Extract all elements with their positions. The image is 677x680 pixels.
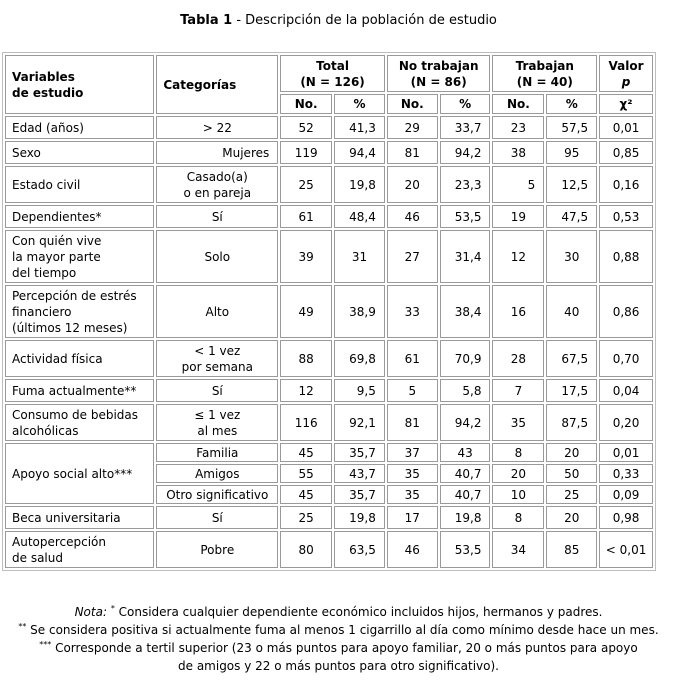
cell-trabajan-pct: 47,5 [546,205,597,228]
table-body [5,116,653,568]
cell-category: Familia [156,443,278,462]
note-3-text-b: de amigos y 22 o más puntos para otro significativo). [178,659,499,673]
cell-total-pct: 41,3 [334,116,385,139]
cell-total-no: 45 [280,443,332,462]
cell-p-value: 0,53 [599,205,653,228]
table-row [5,379,653,402]
cell-trabajan-pct: 87,5 [546,404,597,441]
table-row [5,116,653,139]
cell-no-trabajan-pct: 38,4 [440,285,491,338]
cell-no-trabajan-pct: 40,7 [440,485,491,504]
cell-p-value: 0,33 [599,464,653,483]
cell-total-no: 80 [280,531,332,568]
cell-no-trabajan-pct: 53,5 [440,205,491,228]
header-total [280,55,385,92]
cell-p-value: 0,09 [599,485,653,504]
cell-trabajan-no: 20 [492,464,544,483]
cell-trabajan-pct: 50 [546,464,597,483]
note-2 [0,621,677,639]
cell-no-trabajan-no: 5 [387,379,438,402]
note-2-text: Se considera positiva si actualmente fuma al menos 1 cigarrillo al día como mínimo desde hace un mes. [26,623,659,637]
table-row [5,531,653,568]
cell-total-pct: 69,8 [334,340,385,377]
cell-trabajan-no: 7 [492,379,544,402]
header-categorias: Categorías [156,55,278,114]
table-title-text: - Descripción de la población de estudio [232,13,497,28]
cell-trabajan-pct: 25 [546,485,597,504]
cell-p-value: 0,86 [599,285,653,338]
header-chi: χ² [599,94,653,114]
cell-trabajan-pct: 20 [546,443,597,462]
data-table [2,52,656,571]
cell-p-value: 0,98 [599,506,653,529]
cell-variable: Consumo de bebidas alcohólicas [5,404,154,441]
cell-no-trabajan-pct: 53,5 [440,531,491,568]
cell-p-value: 0,85 [599,141,653,164]
table-row [5,340,653,377]
cell-no-trabajan-pct: 33,7 [440,116,491,139]
cell-total-pct: 19,8 [334,506,385,529]
table-row [5,404,653,441]
cell-trabajan-no: 5 [492,166,544,203]
cell-total-pct: 9,5 [334,379,385,402]
cell-total-pct: 38,9 [334,285,385,338]
cell-category: Otro significativo [156,485,278,504]
cell-trabajan-no: 19 [492,205,544,228]
cell-trabajan-no: 16 [492,285,544,338]
cell-trabajan-no: 35 [492,404,544,441]
cell-no-trabajan-no: 20 [387,166,438,203]
cell-category: > 22 [156,116,278,139]
cell-variable: Estado civil [5,166,154,203]
table-row [5,285,653,338]
cell-no-trabajan-pct: 40,7 [440,464,491,483]
cell-no-trabajan-no: 29 [387,116,438,139]
cell-trabajan-no: 38 [492,141,544,164]
cell-category: Pobre [156,531,278,568]
cell-variable: Fuma actualmente** [5,379,154,402]
cell-p-value: 0,04 [599,379,653,402]
header-valor-p [599,55,653,92]
header-trabajan-no: No. [492,94,544,114]
note-3 [0,639,677,657]
cell-no-trabajan-no: 35 [387,464,438,483]
table-row [5,205,653,228]
cell-variable: Con quién vive la mayor parte del tiempo [5,230,154,283]
header-trabajan [492,55,597,92]
cell-category: Sí [156,205,278,228]
cell-total-pct: 63,5 [334,531,385,568]
cell-trabajan-pct: 20 [546,506,597,529]
cell-no-trabajan-no: 81 [387,141,438,164]
note-label: Nota: [74,605,107,619]
cell-variable: Percepción de estrés financiero (últimos 12 meses) [5,285,154,338]
note-2-marker: ** [18,622,27,631]
cell-p-value: 0,01 [599,443,653,462]
cell-trabajan-no: 28 [492,340,544,377]
note-1-text: Considera cualquier dependiente económico incluidos hijos, hermanos y padres. [114,605,603,619]
header-total-text: Total (N = 126) [300,58,365,89]
cell-total-no: 45 [280,485,332,504]
table-row [5,141,653,164]
header-p: p [621,74,631,89]
cell-no-trabajan-no: 46 [387,531,438,568]
cell-total-no: 49 [280,285,332,338]
header-trabajan-text: Trabajan (N = 40) [515,58,574,89]
header-total-no: No. [280,94,332,114]
cell-no-trabajan-pct: 19,8 [440,506,491,529]
cell-variable: Sexo [5,141,154,164]
table-title-label: Tabla 1 [180,13,233,28]
cell-no-trabajan-pct: 5,8 [440,379,491,402]
cell-category: < 1 vez por semana [156,340,278,377]
header-trabajan-pct: % [546,94,597,114]
cell-variable: Beca universitaria [5,506,154,529]
cell-p-value: 0,01 [599,116,653,139]
cell-variable: Dependientes* [5,205,154,228]
cell-trabajan-no: 8 [492,506,544,529]
cell-trabajan-no: 8 [492,443,544,462]
cell-p-value: 0,20 [599,404,653,441]
note-3-marker: *** [39,640,52,649]
cell-category: Sí [156,379,278,402]
cell-variable: Actividad física [5,340,154,377]
cell-total-pct: 19,8 [334,166,385,203]
cell-total-no: 12 [280,379,332,402]
cell-total-no: 25 [280,506,332,529]
cell-variable: Autopercepción de salud [5,531,154,568]
cell-trabajan-pct: 95 [546,141,597,164]
cell-trabajan-no: 34 [492,531,544,568]
header-variables [5,55,154,114]
cell-category: Mujeres [156,141,278,164]
cell-no-trabajan-no: 27 [387,230,438,283]
cell-total-pct: 48,4 [334,205,385,228]
cell-no-trabajan-no: 61 [387,340,438,377]
cell-p-value: 0,88 [599,230,653,283]
table-row [5,506,653,529]
cell-trabajan-pct: 30 [546,230,597,283]
data-table-wrapper [2,52,656,571]
cell-total-pct: 43,7 [334,464,385,483]
cell-no-trabajan-pct: 31,4 [440,230,491,283]
cell-trabajan-no: 23 [492,116,544,139]
cell-total-pct: 35,7 [334,443,385,462]
cell-no-trabajan-no: 37 [387,443,438,462]
cell-no-trabajan-pct: 94,2 [440,404,491,441]
cell-category: Casado(a) o en pareja [156,166,278,203]
header-no-trabajan-text: No trabajan (N = 86) [398,58,479,89]
cell-no-trabajan-pct: 43 [440,443,491,462]
cell-p-value: 0,70 [599,340,653,377]
cell-trabajan-pct: 12,5 [546,166,597,203]
cell-no-trabajan-pct: 94,2 [440,141,491,164]
cell-no-trabajan-pct: 23,3 [440,166,491,203]
cell-trabajan-pct: 85 [546,531,597,568]
cell-trabajan-pct: 67,5 [546,340,597,377]
note-3-text-a: Corresponde a tertil superior (23 o más puntos para apoyo familiar, 20 o más puntos para apoyo [51,641,638,655]
note-3-cont [0,657,677,675]
header-total-pct: % [334,94,385,114]
cell-trabajan-pct: 17,5 [546,379,597,402]
header-no-trabajan-pct: % [440,94,491,114]
cell-total-no: 52 [280,116,332,139]
cell-total-no: 25 [280,166,332,203]
cell-total-no: 88 [280,340,332,377]
cell-total-no: 55 [280,464,332,483]
cell-no-trabajan-no: 81 [387,404,438,441]
cell-category: Solo [156,230,278,283]
header-variables-text: Variables de estudio [12,69,84,100]
cell-total-no: 116 [280,404,332,441]
cell-p-value: 0,16 [599,166,653,203]
cell-no-trabajan-no: 35 [387,485,438,504]
header-no-trabajan-no: No. [387,94,438,114]
cell-no-trabajan-pct: 70,9 [440,340,491,377]
table-title [0,13,677,29]
cell-no-trabajan-no: 33 [387,285,438,338]
note-1 [0,603,677,621]
cell-total-no: 119 [280,141,332,164]
cell-total-pct: 35,7 [334,485,385,504]
cell-total-no: 61 [280,205,332,228]
cell-category: ≤ 1 vez al mes [156,404,278,441]
table-notes [0,603,677,675]
cell-trabajan-no: 12 [492,230,544,283]
cell-category: Amigos [156,464,278,483]
cell-p-value: < 0,01 [599,531,653,568]
table-row [5,166,653,203]
cell-variable: Edad (años) [5,116,154,139]
cell-total-no: 39 [280,230,332,283]
cell-variable-apoyo: Apoyo social alto*** [5,443,154,504]
cell-no-trabajan-no: 46 [387,205,438,228]
cell-total-pct: 92,1 [334,404,385,441]
cell-trabajan-no: 10 [492,485,544,504]
table-row-apoyo [5,443,653,462]
cell-trabajan-pct: 57,5 [546,116,597,139]
cell-total-pct: 31 [334,230,385,283]
cell-total-pct: 94,4 [334,141,385,164]
table-row [5,230,653,283]
note-1-marker: * [110,604,115,613]
cell-no-trabajan-no: 17 [387,506,438,529]
header-no-trabajan [387,55,491,92]
header-valor: Valor [608,58,644,73]
cell-trabajan-pct: 40 [546,285,597,338]
cell-category: Sí [156,506,278,529]
cell-category: Alto [156,285,278,338]
